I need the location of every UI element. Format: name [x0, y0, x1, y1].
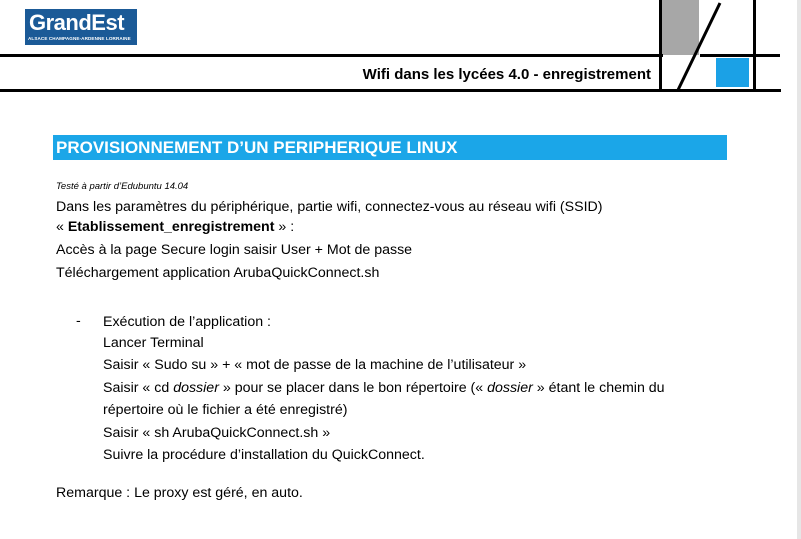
header-rule-bottom	[0, 89, 781, 92]
list-step: Suivre la procédure d’installation du QuickConnect.	[103, 447, 425, 463]
list-step: Saisir « sh ArubaQuickConnect.sh »	[103, 425, 331, 441]
page-edge	[797, 0, 801, 539]
section-banner	[53, 135, 727, 160]
grand-est-logo	[25, 9, 137, 45]
list-step: Saisir « cd dossier » pour se placer dans le bon répertoire (« dossier » étant le chemin du	[103, 380, 665, 396]
list-item-title: Exécution de l’application :	[103, 314, 271, 330]
section-title: PROVISIONNEMENT D’UN PERIPHERIQUE LINUX	[56, 138, 458, 157]
list-step: Lancer Terminal	[103, 335, 204, 351]
list-step: Saisir « Sudo su » + « mot de passe de la machine de l’utilisateur »	[103, 357, 527, 373]
document-header-title: Wifi dans les lycées 4.0 - enregistrement	[362, 66, 651, 83]
logo-tagline: ALSACE CHAMPAGNE-ARDENNE LORRAINE	[28, 36, 131, 41]
header-rule-top	[0, 54, 663, 57]
ssid-line: « Etablissement_enregistrement » :	[56, 219, 295, 235]
header-divider-1	[659, 0, 662, 92]
paragraph-line: Accès à la page Secure login saisir User + Mot de passe	[56, 242, 413, 258]
remark-line: Remarque : Le proxy est géré, en auto.	[56, 485, 303, 501]
paragraph-line: Téléchargement application ArubaQuickConnect.sh	[56, 265, 380, 281]
header-diagonal-stroke	[676, 0, 726, 92]
paragraph-line: Dans les paramètres du périphérique, partie wifi, connectez-vous au réseau wifi (SSID)	[56, 199, 603, 215]
list-step: répertoire où le fichier a été enregistré)	[103, 402, 348, 418]
logo-wordmark: GrandEst	[29, 10, 125, 35]
header-divider-2	[753, 0, 756, 92]
list-bullet: -	[76, 313, 81, 329]
ssid-name: Etablissement_enregistrement	[67, 219, 275, 235]
tested-note: Testé à partir d’Edubuntu 14.04	[56, 181, 189, 192]
